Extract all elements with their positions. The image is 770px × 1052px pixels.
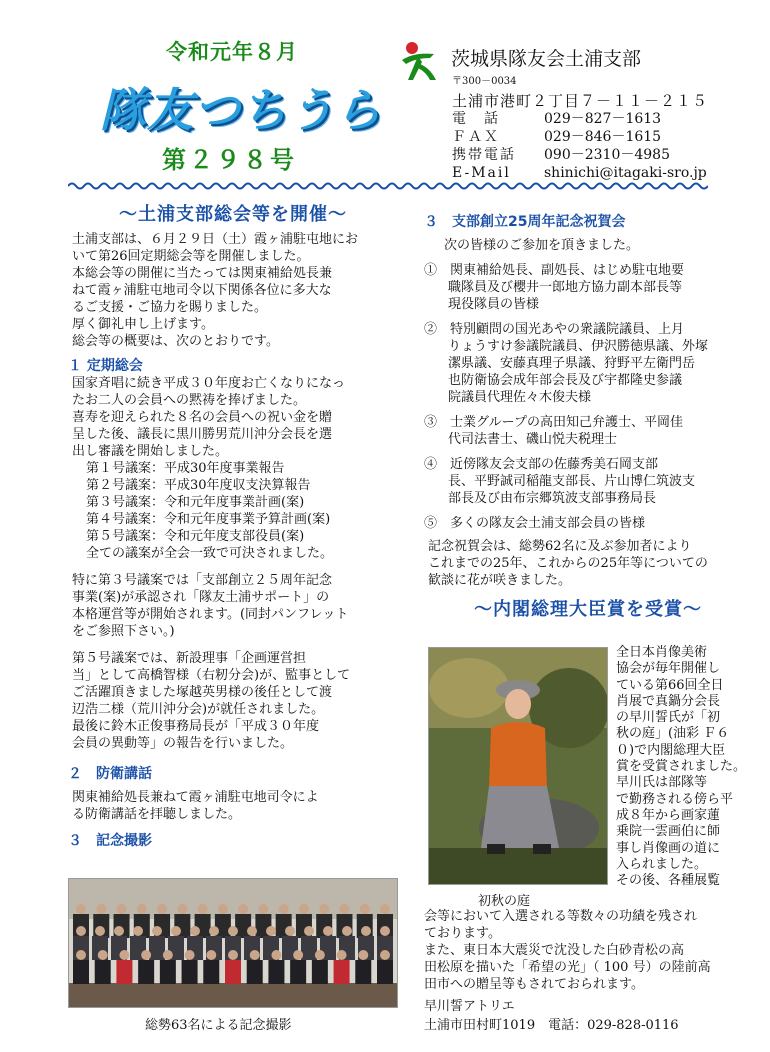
guest-list (424, 262, 752, 532)
contact-label: E-Mail (452, 165, 511, 181)
person-body (355, 960, 371, 984)
contact-value: 090－2310－4985 (544, 147, 670, 163)
person-head (250, 950, 260, 960)
section-title: １ 定期総会 (68, 358, 143, 374)
text-line: 第２号議案：平成30年度収支決算報告 (86, 478, 311, 493)
person-head (279, 904, 289, 914)
right-column (424, 214, 752, 618)
text-line: 会等において入選される等数々の功績を残され (424, 909, 698, 924)
section-text (68, 789, 398, 823)
person-head (293, 950, 303, 960)
text-line: 職隊員及び櫻井一郎地方協力副本部長等 (448, 280, 683, 295)
section-text: 次の皆様のご参加を頂きました。 (444, 238, 640, 253)
person-head (133, 926, 143, 936)
text-line: の早川誓氏が「初 (616, 710, 721, 726)
person-head (177, 904, 187, 914)
text-line: ０)で内閣総理大臣 (616, 742, 726, 758)
person-body (268, 960, 284, 984)
wave-divider (68, 181, 708, 191)
text-line: 喜寿を迎えられた８名の会員への祝い金を贈 (72, 410, 333, 425)
contact-value: 029－827－1613 (544, 111, 662, 127)
text-line: 也防衛協会成年部会長及び宇都隆史参議 (448, 373, 683, 388)
text-line: 総会等の概要は、次のとおりです。 (72, 334, 279, 349)
person-head (361, 926, 371, 936)
person-body (149, 936, 165, 960)
org-logo-icon (400, 38, 440, 82)
text-line: 肖展で真鍋分会長 (616, 693, 721, 709)
text-line: 第１号議案：平成30年度事業報告 (86, 461, 285, 476)
org-name: 茨城県隊友会土浦支部 (451, 48, 642, 70)
painting-caption: 初秋の庭 (478, 894, 531, 909)
text-line: をご参照下さい。) (72, 624, 175, 639)
person-head (152, 926, 162, 936)
postal-code: 〒300－0034 (452, 76, 517, 87)
painting-image (428, 647, 608, 885)
atelier-name: 早川誓アトリエ (424, 999, 515, 1014)
contact-row (452, 146, 707, 164)
person-head (299, 904, 309, 914)
person-head (141, 950, 151, 960)
guest-item (424, 414, 752, 448)
text-line: ご活躍頂きました塚越英男様の後任として渡 (72, 685, 333, 700)
guest-item (424, 262, 752, 313)
person-body (312, 960, 328, 984)
text-line: たお二人の会員への黙祷を捧げました。 (72, 393, 307, 408)
person-head (258, 904, 268, 914)
text-line: ている第66回全日 (616, 677, 724, 693)
text-line: 最後に鈴木正俊事務局長が「平成３０年度 (72, 719, 320, 734)
person-body (225, 960, 241, 984)
text-line: また、東日本大震災で沈没した白砂青松の高 (424, 943, 685, 958)
person-head (114, 926, 124, 936)
email-link[interactable]: shinichi@itagaki-sro.jp (544, 165, 707, 181)
section-text (424, 538, 752, 589)
group-photo (68, 878, 398, 1008)
award-text (424, 908, 754, 993)
newsletter-title: 隊友つちうら (100, 83, 382, 137)
contact-row (452, 110, 707, 128)
text-line: ④ 近傍隊友会支部の佐藤秀美石岡支部 (424, 457, 659, 472)
person-head (76, 926, 86, 936)
person-body (73, 960, 89, 984)
text-line: ① 関東補給処長、副処長、はじめ駐屯地要 (424, 263, 685, 278)
person-head (304, 926, 314, 936)
section-title: ３ 記念撮影 (68, 833, 152, 849)
person-head (137, 904, 147, 914)
person-head (319, 904, 329, 914)
person-head (342, 926, 352, 936)
guest-item (424, 456, 752, 507)
text-line: 本格運営等が開始されます。(同封パンフレット (72, 607, 349, 622)
text-line: 土浦支部は、６月２９日（土）霞ヶ浦駐屯地にお (72, 232, 359, 247)
person-head (98, 950, 108, 960)
left-column (68, 206, 398, 850)
person-head (117, 904, 127, 914)
section-text (68, 650, 398, 752)
person-head (218, 904, 228, 914)
person-head (206, 950, 216, 960)
text-line: 乗院一雲画伯に師 (616, 824, 721, 840)
text-line: 入られました。 (616, 856, 708, 872)
award-side-text (616, 645, 756, 889)
section-title: ２ 防衛講話 (68, 766, 152, 782)
section-title: ３ 支部創立25周年記念祝賀会 (424, 214, 626, 230)
text-line: 現役隊員の皆様 (448, 297, 540, 312)
org-address: 土浦市港町２丁目７－１１－２１５ (452, 92, 709, 110)
text-line: いて第26回定期総会等を開催しました。 (72, 249, 310, 264)
text-line: る防衛講話を拝聴しました。 (72, 807, 242, 822)
atelier-address: 土浦市田村町1019 電話：029-828-0116 (424, 1018, 679, 1033)
person-head (96, 904, 106, 914)
section-text (68, 572, 398, 640)
person-head (358, 950, 368, 960)
text-line: りょうすけ参議院議員、伊沢勝徳県議、外塚 (448, 339, 709, 354)
person-head (271, 950, 281, 960)
text-line: 記念祝賀会は、総勢62名に及ぶ参加者により (428, 539, 692, 554)
section-text (68, 375, 398, 460)
agenda-result: 全ての議案が全会一致で可決されました。 (86, 546, 334, 561)
text-line: 部長及び由布宗郷筑波支部事務局長 (448, 491, 657, 506)
contact-label: ＦＡＸ (452, 129, 500, 145)
person-head (163, 950, 173, 960)
person-head (247, 926, 257, 936)
text-line: 当」として高橋智様（右籾分会)が、監事として (72, 668, 351, 683)
contact-value: 029－846－1615 (544, 129, 662, 145)
photo-caption: 総勢63名による記念撮影 (145, 1018, 292, 1033)
text-line: 事業(案)が承認され「隊友土浦サポート」の (72, 590, 330, 605)
text-line: 特に第３号議案では「支部創立２５周年記念 (72, 573, 333, 588)
person-head (380, 904, 390, 914)
text-line: 歓談に花が咲きました。 (428, 573, 572, 588)
text-line: 田松原を描いた「希望の光」（ 100 号）の陸前高 (424, 960, 711, 975)
person-body (95, 960, 111, 984)
person-head (337, 950, 347, 960)
text-line: 長、平野誠司稲龍支部長、片山博仁筑波支 (448, 474, 696, 489)
text-line: 出し審議を開始しました。 (72, 444, 229, 459)
text-line: 成８年から画家蓮 (616, 807, 721, 823)
person-head (185, 950, 195, 960)
text-line: 会員の異動等」の報告を行いました。 (72, 736, 294, 751)
text-line: 第５号議案では、新設理事「企画運営担 (72, 651, 307, 666)
person-body (377, 960, 393, 984)
person-head (238, 904, 248, 914)
article-heading: ～内閣総理大臣賞を受賞～ (474, 599, 702, 620)
text-line: 本総会等の開催に当たっては関東補給処長兼 (72, 266, 333, 281)
text-line: ております。 (424, 926, 501, 941)
text-line: 賞を受賞されました。 (616, 759, 747, 775)
person-body (290, 960, 306, 984)
person-body (116, 960, 132, 984)
text-line: 院議員代理佐々木俊夫様 (448, 390, 592, 405)
guest-item (424, 515, 752, 532)
person-body (334, 960, 350, 984)
text-line: 潔県議、安藤真理子県議、狩野平左衛門岳 (448, 356, 696, 371)
text-line: 第４号議案：令和元年度事業予算計画(案) (86, 512, 331, 527)
issue-number: 第２９８号 (162, 146, 297, 174)
agenda-list (68, 460, 398, 545)
text-line: 呈した後、議長に黒川勝男荒川沖分会長を選 (72, 427, 333, 442)
text-line: ⑤ 多くの隊友会土浦支部会員の皆様 (424, 516, 646, 531)
person-head (266, 926, 276, 936)
person-head (323, 926, 333, 936)
person-head (209, 926, 219, 936)
person-head (228, 926, 238, 936)
person-body (247, 960, 263, 984)
text-line: 全日本肖像美術 (616, 645, 708, 660)
person-head (171, 926, 181, 936)
person-head (380, 926, 390, 936)
text-line: 国家斉唱に続き平成３０年度お亡くなりになっ (72, 376, 346, 391)
person-body (203, 960, 219, 984)
text-line: 秋の庭」(油彩 Ｆ６ (616, 726, 730, 742)
text-line: その後、各種展覧 (616, 873, 721, 889)
person-head (339, 904, 349, 914)
person-head (119, 950, 129, 960)
person-head (228, 950, 238, 960)
intro-text (68, 231, 398, 350)
contact-list (452, 110, 707, 182)
person-head (315, 950, 325, 960)
text-line: 関東補給処長兼ねて霞ヶ浦駐屯地司令によ (72, 790, 319, 805)
person-body (160, 960, 176, 984)
text-line: ねて霞ヶ浦駐屯地司令以下関係各位に多大な (72, 283, 332, 298)
person-head (95, 926, 105, 936)
issue-date: 令和元年８月 (166, 40, 298, 64)
article-heading: ～土浦支部総会等を開催～ (119, 204, 347, 225)
person-body (182, 960, 198, 984)
text-line: 代司法書士、磯山悦夫税理士 (448, 432, 618, 447)
person-head (360, 904, 370, 914)
text-line: 第５号議案：令和元年度支部役員(案) (86, 529, 305, 544)
person-body (138, 960, 154, 984)
person-head (285, 926, 295, 936)
text-line: 第３号議案：令和元年度事業計画(案) (86, 495, 305, 510)
text-line: これまでの25年、これからの25年等についての (428, 556, 708, 571)
contact-row (452, 164, 707, 182)
person-body (301, 936, 317, 960)
text-line: るご支援・ご協力を賜りました。 (72, 300, 268, 315)
person-head (198, 904, 208, 914)
person-head (380, 950, 390, 960)
person-head (76, 950, 86, 960)
text-line: 協会が毎年開催し (616, 661, 721, 677)
person-head (76, 904, 86, 914)
text-line: ② 特別顧問の国光あやの衆議院議員、上月 (424, 322, 685, 337)
contact-label: 電 話 (452, 111, 500, 127)
text-line: 早川氏は部隊等 (616, 775, 708, 791)
guest-item (424, 321, 752, 406)
text-line: ③ 士業グループの高田知己弁護士、平岡佳 (424, 415, 683, 430)
text-line: 厚く御礼申し上げます。 (72, 317, 214, 332)
text-line: 事し肖像画の道に (616, 840, 721, 856)
contact-label: 携帯電話 (452, 147, 516, 163)
person-head (190, 926, 200, 936)
contact-row (452, 128, 707, 146)
person-head (157, 904, 167, 914)
text-line: 田市への贈呈等もされておられます。 (424, 977, 644, 992)
text-line: 辺浩二様（荒川沖分会)が就任されました。 (72, 702, 325, 717)
text-line: で勤務される傍ら平 (616, 791, 734, 807)
